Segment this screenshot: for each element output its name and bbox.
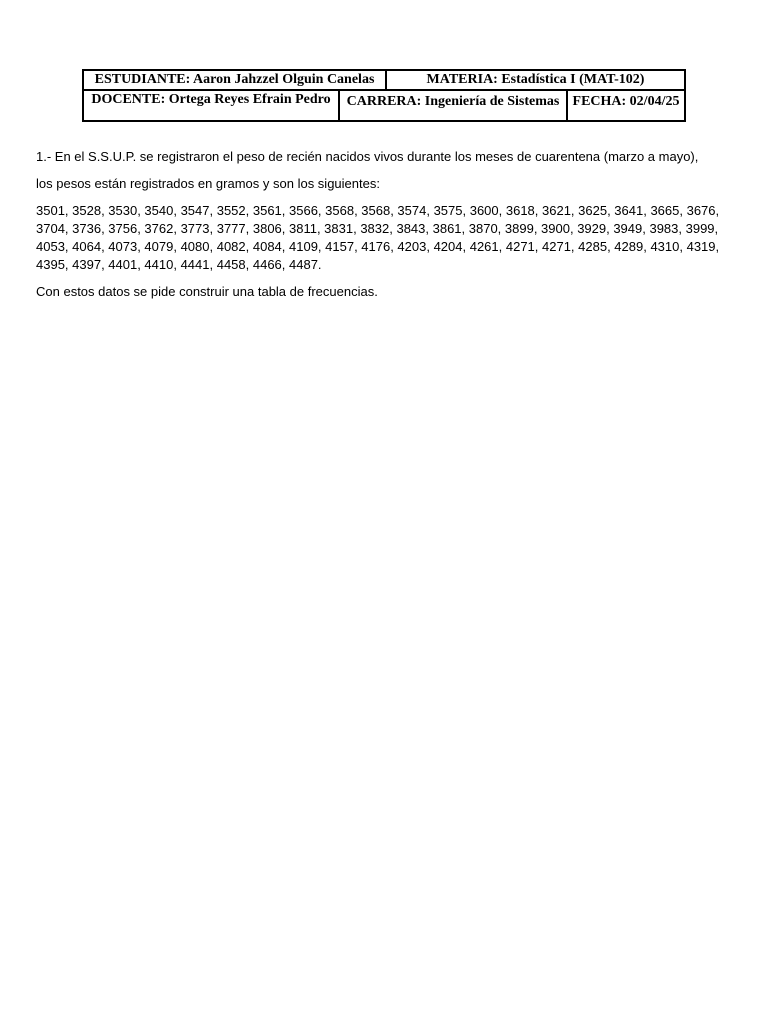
header-table	[82, 69, 686, 122]
docente-cell: DOCENTE: Ortega Reyes Efrain Pedro	[84, 91, 340, 120]
data-values: 3501, 3528, 3530, 3540, 3547, 3552, 3561, 3566, 3568, 3568, 3574, 3575, 3600, 3618, 3621, 3625, 3641, 3665, 3676, 3704, 3736, 3756, 3762, 3773, 3777, 3806, 3811, 3831, 3832, 3843, 3861, 3870, 3899, 3900, 3929, 3949, 3983, 3999, 4053, 4064, 4073, 4079, 4080, 4082, 4084, 4109, 4157, 4176, 4203, 4204, 4261, 4271, 4271, 4285, 4289, 4310, 4319, 4395, 4397, 4401, 4410, 4441, 4458, 4466, 4487.	[36, 203, 720, 272]
header-row-1	[84, 71, 684, 91]
estudiante-cell: ESTUDIANTE: Aaron Jahzzel Olguin Canelas	[84, 71, 387, 89]
fecha-cell: FECHA: 02/04/25	[572, 94, 680, 109]
header-row-2	[84, 91, 684, 120]
materia-cell: MATERIA: Estadística I (MAT-102)	[426, 72, 645, 87]
problem-statement-line-2: los pesos están registrados en gramos y son los siguientes:	[36, 176, 380, 191]
problem-content	[36, 148, 726, 310]
problem-instruction: Con estos datos se pide construir una tabla de frecuencias.	[36, 284, 378, 299]
problem-statement-line-1: 1.- En el S.S.U.P. se registraron el peso de recién nacidos vivos durante los meses de cuarentena (marzo a mayo),	[36, 149, 699, 164]
carrera-cell: CARRERA: Ingeniería de Sistemas	[340, 91, 568, 120]
